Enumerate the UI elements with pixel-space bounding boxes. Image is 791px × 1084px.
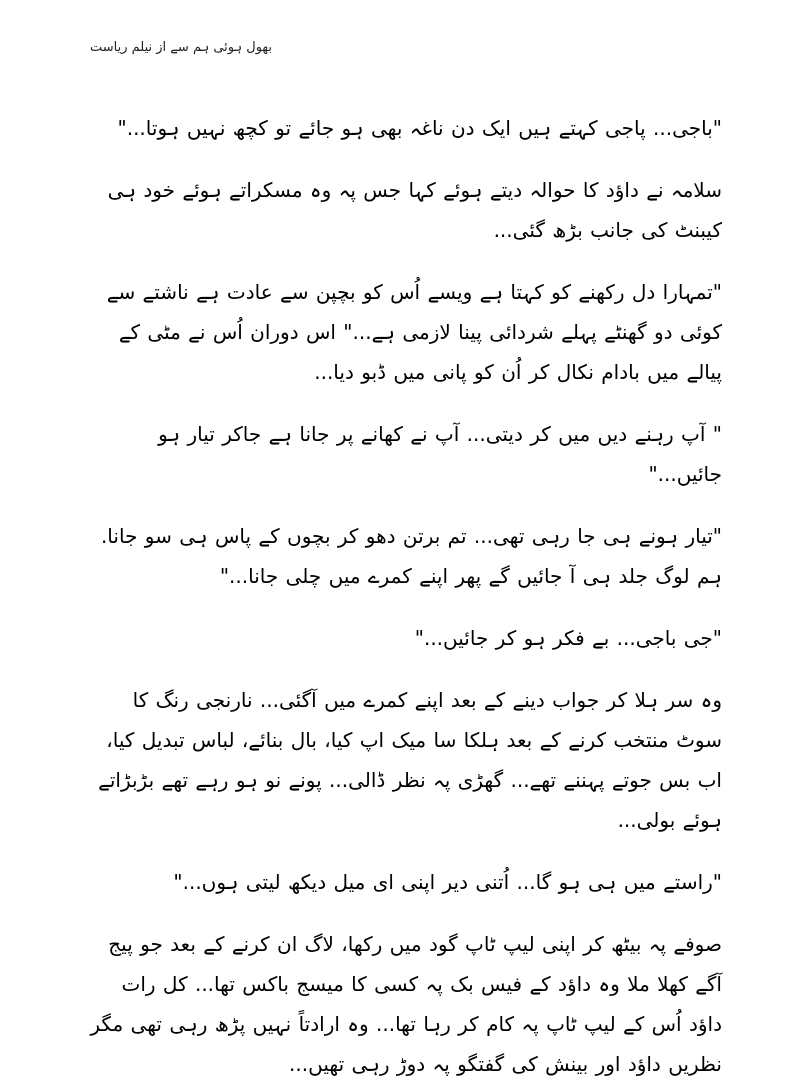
paragraph-9: صوفے پہ بیٹھ کر اپنی لیپ ٹاپ گود میں رکھا، لاگ ان کرنے کے بعد جو پیج آگے کھلا ملا وہ داؤد کے فیس بک پہ کسی کا میسج باکس تھا... کل رات داؤد اُس کے لیپ ٹاپ پہ کام کر رہا تھا... وہ ارادتاً نہیں پڑھ رہی تھی مگر نظریں داؤد اور بینش کی گفتگو پہ دوڑ رہی تھیں... [90, 932, 722, 1076]
paragraph-6: "جی باجی... بے فکر ہو کر جائیں..." [414, 626, 722, 650]
paragraph-7: وہ سر ہلا کر جواب دینے کے بعد اپنے کمرے میں آگئی... نارنجی رنگ کا سوٹ منتخب کرنے کے بعد ہلکا سا میک اپ کیا، بال بنائے، لباس تبدیل کیا، اب بس جوتے پہننے تھے... گھڑی پہ نظر ڈالی... پونے نو ہو رہے تھے بڑبڑاتے ہوئے بولی... [98, 688, 722, 832]
paragraph-5: "تیار ہونے ہی جا رہی تھی... تم برتن دھو کر بچوں کے پاس ہی سو جانا. ہم لوگ جلد ہی آ جائیں گے پھر اپنے کمرے میں چلی جانا..." [100, 524, 722, 588]
paragraph-8: "راستے میں ہی ہو گا... اُتنی دیر اپنی ای میل دیکھ لیتی ہوں..." [173, 870, 722, 894]
paragraph-2: سلامہ نے داؤد کا حوالہ دیتے ہوئے کہا جس پہ وہ مسکراتے ہوئے خود ہی کیبنٹ کی جانب بڑھ گئی... [107, 178, 722, 242]
paragraph-4: " آپ رہنے دیں میں کر دیتی... آپ نے کھانے پر جانا ہے جاکر تیار ہو جائیں..." [158, 422, 722, 486]
paragraph-3: "تمہارا دل رکھنے کو کہتا ہے ویسے اُس کو بچپن سے عادت ہے ناشتے سے کوئی دو گھنٹے پہلے شردائی پینا لازمی ہے..." اس دوران اُس نے مٹی کے پیالے میں بادام نکال کر اُن کو پانی میں ڈبو دیا... [106, 280, 722, 384]
paragraph-1: "باجی... پاجی کہتے ہیں ایک دن ناغہ بھی ہو جائے تو کچھ نہیں ہوتا..." [117, 116, 722, 140]
page-body [82, 108, 722, 1084]
running-header: بھول ہوئی ہم سے از نیلم ریاست [90, 40, 273, 55]
